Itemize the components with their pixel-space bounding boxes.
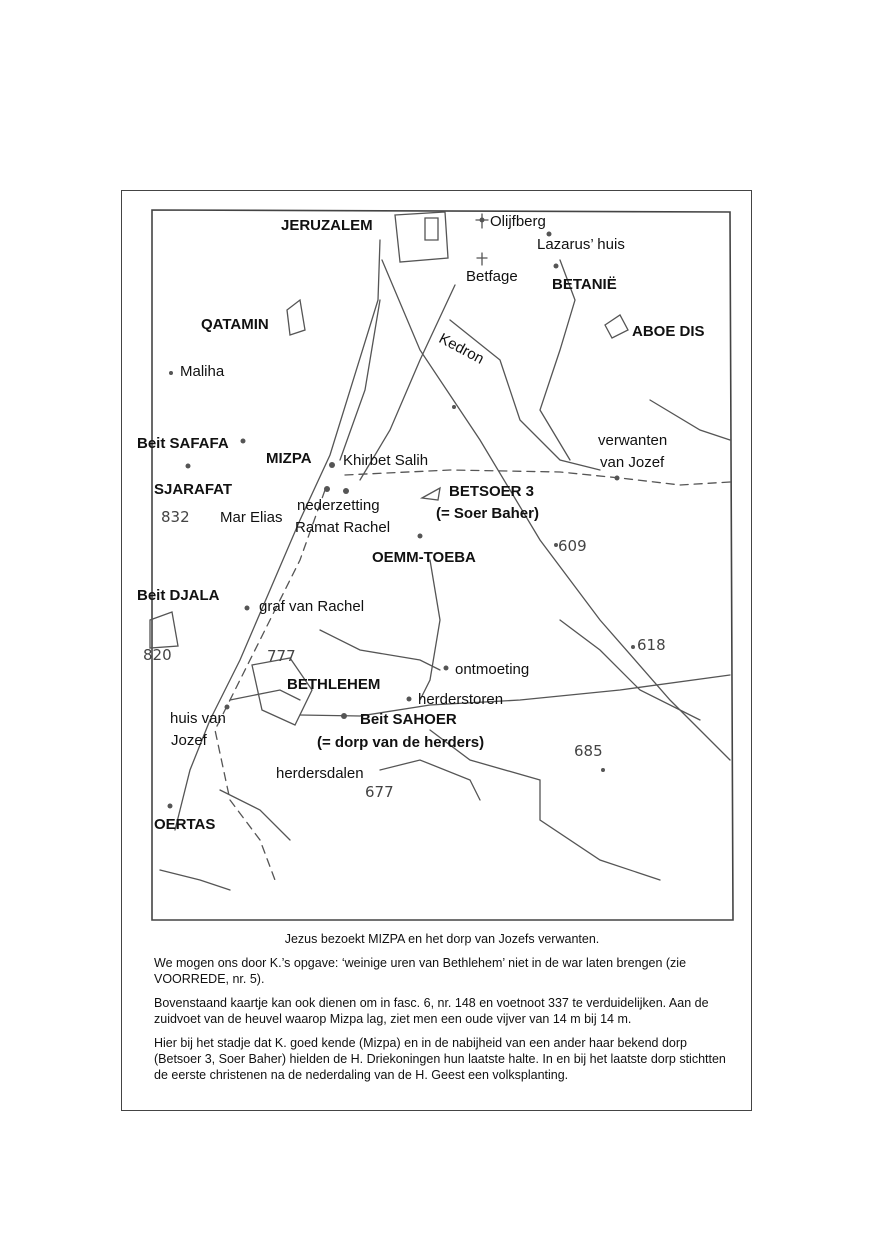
caption-title: Jezus bezoekt MIZPA en het dorp van Jozefs verwanten. <box>284 932 600 946</box>
label-bethlehem: BETHLEHEM <box>287 676 381 693</box>
label-graf-van-rachel: graf van Rachel <box>259 598 365 615</box>
wadi <box>450 320 600 470</box>
label-beit-sahoer: Beit SAHOER <box>360 711 457 728</box>
label-ramat-rachel: Ramat Rachel <box>295 519 391 536</box>
elevation-777: 777 <box>267 647 296 665</box>
label-khirbet-salih: Khirbet Salih <box>343 452 429 469</box>
beit-djala-sketch <box>150 612 178 648</box>
wadi <box>220 790 290 840</box>
label-ontmoeting: ontmoeting <box>455 661 530 678</box>
label-soer-baher: (= Soer Baher) <box>436 505 539 522</box>
label-huis-van: huis van <box>170 710 226 727</box>
label-jozef: Jozef <box>171 732 207 749</box>
elevation-685: 685 <box>574 742 603 760</box>
label-van-jozef: van Jozef <box>600 454 665 471</box>
label-oemm-toeba: OEMM-TOEBA <box>372 549 476 566</box>
label-verwanten: verwanten <box>598 432 668 449</box>
route-dashed <box>345 470 730 485</box>
label-betfage: Betfage <box>466 268 518 285</box>
label-beit-djala: Beit DJALA <box>137 587 220 604</box>
label-betanie: BETANIË <box>552 276 617 293</box>
wadi <box>320 630 440 670</box>
betsoer-sketch <box>422 488 440 500</box>
label-herdersdalen: herdersdalen <box>276 765 364 782</box>
cross-icon <box>476 214 488 228</box>
elevation-677: 677 <box>365 783 394 801</box>
label-oertas: OERTAS <box>154 816 216 833</box>
elevation-832: 832 <box>161 508 190 526</box>
caption-paragraph-2: Bovenstaand kaartje kan ook dienen om in fasc. 6, nr. 148 en voetnoot 337 te verduidelijken. Aan de zuidvoet van de heuvel waarop Mizpa lag, ziet men een oude vijver van 14 m bij 14 m. <box>154 996 709 1026</box>
label-herderstoren: herderstoren <box>418 691 504 708</box>
aboe-dis-sketch <box>605 315 628 338</box>
jeruzalem-walls <box>395 212 448 262</box>
label-nederzetting: nederzetting <box>297 497 380 514</box>
wadi <box>380 760 480 800</box>
label-beit-safafa: Beit SAFAFA <box>137 435 229 452</box>
label-olijfberg: Olijfberg <box>490 213 546 230</box>
label-mar-elias: Mar Elias <box>220 509 283 526</box>
label-maliha: Maliha <box>180 363 225 380</box>
elevation-820: 820 <box>143 646 172 664</box>
label-jeruzalem: JERUZALEM <box>281 217 373 234</box>
elevation-618: 618 <box>637 636 666 654</box>
wadi <box>560 620 700 720</box>
jeruzalem-gate <box>425 218 438 240</box>
wadi <box>420 560 440 700</box>
label-lazarus-huis: Lazarus’ huis <box>537 236 625 253</box>
road <box>340 300 380 460</box>
label-sjarafat: SJARAFAT <box>154 481 233 498</box>
label-kedron: Kedron <box>436 330 487 368</box>
label-mizpa: MIZPA <box>266 450 312 467</box>
caption-paragraph-3: Hier bij het stadje dat K. goed kende (Mizpa) en in de nabijheid van een ander haar bekend dorp (Betsoer 3, Soer Baher) hielden de H. Driekoningen hun laatste halte. In en bij het laatste dorp stichtten de eerste christenen na de nederdaling van de H. Geest een volksplanting. <box>154 1036 726 1082</box>
wadi <box>430 730 660 880</box>
elevation-609: 609 <box>558 537 587 555</box>
label-aboe-dis: ABOE DIS <box>632 323 705 340</box>
label-dorp-van-de-herders: (= dorp van de herders) <box>317 734 485 751</box>
label-qatamin: QATAMIN <box>201 316 269 333</box>
label-betsoer: BETSOER 3 <box>449 483 535 500</box>
map-caption <box>154 931 730 1091</box>
caption-paragraph-1: We mogen ons door K.’s opgave: ‘weinige uren van Bethlehem’ niet in de war laten brengen (zie VOORREDE, nr. 5). <box>154 956 687 986</box>
wadi <box>160 870 230 890</box>
qatamin-sketch <box>287 300 305 335</box>
cross-icon <box>477 253 487 265</box>
